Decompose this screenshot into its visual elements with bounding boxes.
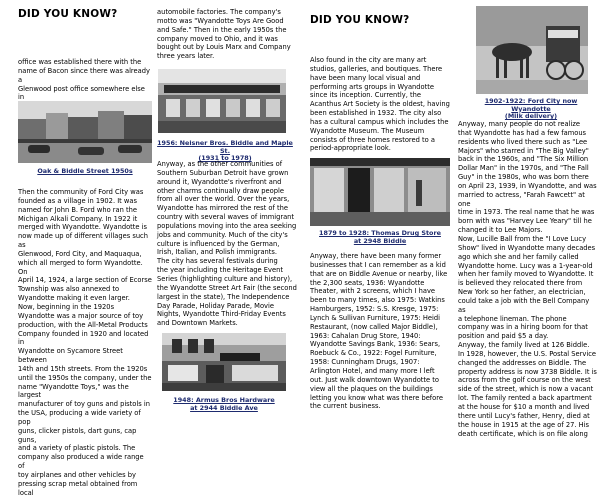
right-page [300,0,600,438]
right-col1-bottom-text: Anyway, there have been many former businesses that I can remember as a kid that are on Biddle Avenue or nearby, like the 2,300 seats, 1936: Wyandotte Theater, with 2 screens, which I have been to many times, also 1975: Watkins Hamburgers, 1952: S.S. Kresge, 1975: Lynch & Sullivan Furniture, 1975: Heidi Restaurant, (now called Major Biddle), 1963: Cahalan Drug Store, 1940: Wyandotte Savings Bank, 1936: Sears, Roebuck & Co., 1922: Fogel Furniture, 1958: Cunningham Drugs, 1907: Arlington Hotel, and many more I left out. Just walk downtown Wyandotte to view all the plaques on the buildings letting you know what was there before the current business. [310,252,448,411]
neisner-bros-photo [158,69,286,133]
neisner-bros-caption: 1956: Neisner Bros. Biddle and Maple St. (1931 to 1978) [157,139,293,163]
left-page-heading: DID YOU KNOW? [18,8,118,20]
oak-biddle-street-photo [18,101,152,163]
right-page-heading: DID YOU KNOW? [310,14,410,26]
ford-city-milk-delivery-photo [476,6,588,94]
oak-biddle-caption: Oak & Biddle Street 1950s [37,167,133,175]
left-col1-bottom-text: Then the community of Ford City was founded as a village in 1902. It was named for John B. Ford who ran the Michigan Alkali Company. In 1922 it merged with Wyandotte. Wyandotte is now made up of different villages such as Glenwood, Ford City, and Maquaqua, which all merged to form Wyandotte. On April 14, 1924, a large section of Ecorse Township was also annexed to Wyandotte making it even larger. Now, beginning in the 1920s Wyandotte was a major source of toy production, with the All-Metal Products Company founded in 1920 and located in Wyandotte on Sycamore Street between 14th and 15th streets. From the 1920s until the 1950s the company, under the name "Wyandotte Toys," was the largest manufacturer of toy guns and pistols in the USA, producing a wide variety of pop guns, clicker pistols, dart guns, cap guns, and a variety of plastic pistols. The company also produced a wide range of toy airplanes and other vehicles by pressing scrap metal obtained from local [18,188,152,497]
armus-bros-caption: 1948: Armus Bros Hardware at 2944 Biddle Ave [173,396,275,412]
right-col2-body-text: Anyway, many people do not realize that Wyandotte has had a few famous residents who lived there such as "Lee Majors" who starred in "The Big Valley" back in the 1960s, and "The Six Million Dollar Man" in the 1970s, and "The Fall Guy" in the 1980s, who was born there on April 23, 1939, in Wyandotte, and was married to actress, "Farah Fawcett" at one time in 1973. The real name that he was born with was "Harvey Lee Yeary" till he changed it to Lee Majors. Now, Lucille Ball from the "I Love Lucy Show" lived in Wyandotte many decades ago which she and her family called Wyandotte home. Lucy was a 1-year-old when her family moved to Wyandotte. It is believed they relocated there from New York so her father, an electrician, could take a job with the Bell Company as a telephone lineman. The phone company was in a hiring boom for that position and paid $5 a day. Anyway, the family lived at 126 Biddle. In 1928, however, the U.S. Postal Service changed the addresses on Biddle. The property address is now 3738 Biddle. It is across from the golf course on the west side of the street, which is now a vacant lot. The family rented a back apartment at the house for $10 a month and lived there until Lucy's father, Henry, died at the house in 1915 at the age of 27. His death certificate, which is on file along [458,120,597,438]
left-page [0,0,300,497]
ford-city-milk-delivery-caption: 1902-1922: Ford City now Wyandotte (Milk delivery) [484,97,578,121]
thomas-drug-store-photo [310,158,450,226]
left-col2-top-text: automobile factories. The company's motto was "Wyandotte Toys Are Good and Safe." Then in the early 1950s the company moved to Ohio, and it was bought out by Louis Marx and Company three years later. [157,8,291,61]
right-col1-top-text: Also found in the city are many art studios, galleries, and boutiques. There have been many local visual and performing arts groups in Wyandotte since its inception. Currently, the Acanthus Art Society is the oldest, having been established in 1932. The city also has a cultural campus which includes the Wyandotte Museum. The Museum consists of three homes restored to a period-appropriate look. [310,56,450,153]
left-col2-middle-text: Anyway, as the other communities of Southern Suburban Detroit have grown around it, Wyandotte's riverfront and other charms continually draw people from all over the world. Over the years, Wyandotte has mirrored the rest of the country with several waves of immigrant populations moving into the area seeking jobs and community. Much of the city's culture is influenced by the German, Irish, Italian, and Polish immigrants. The city has several festivals during the year including the Heritage Event Series (highlighting culture and history), the Wyandotte Street Art Fair (the second largest in the state), The Independence Day Parade, Holiday Parade, Movie Nights, Wyandotte Third-Friday Events and Downtown Markets. [157,160,297,328]
armus-bros-photo [162,333,286,391]
thomas-drug-store-caption: 1879 to 1928: Thomas Drug Store at 2948 Biddle [319,229,441,245]
left-col1-top-text: office was established there with the name of Bacon since there was already a Glenwood post office somewhere else in [18,58,150,102]
